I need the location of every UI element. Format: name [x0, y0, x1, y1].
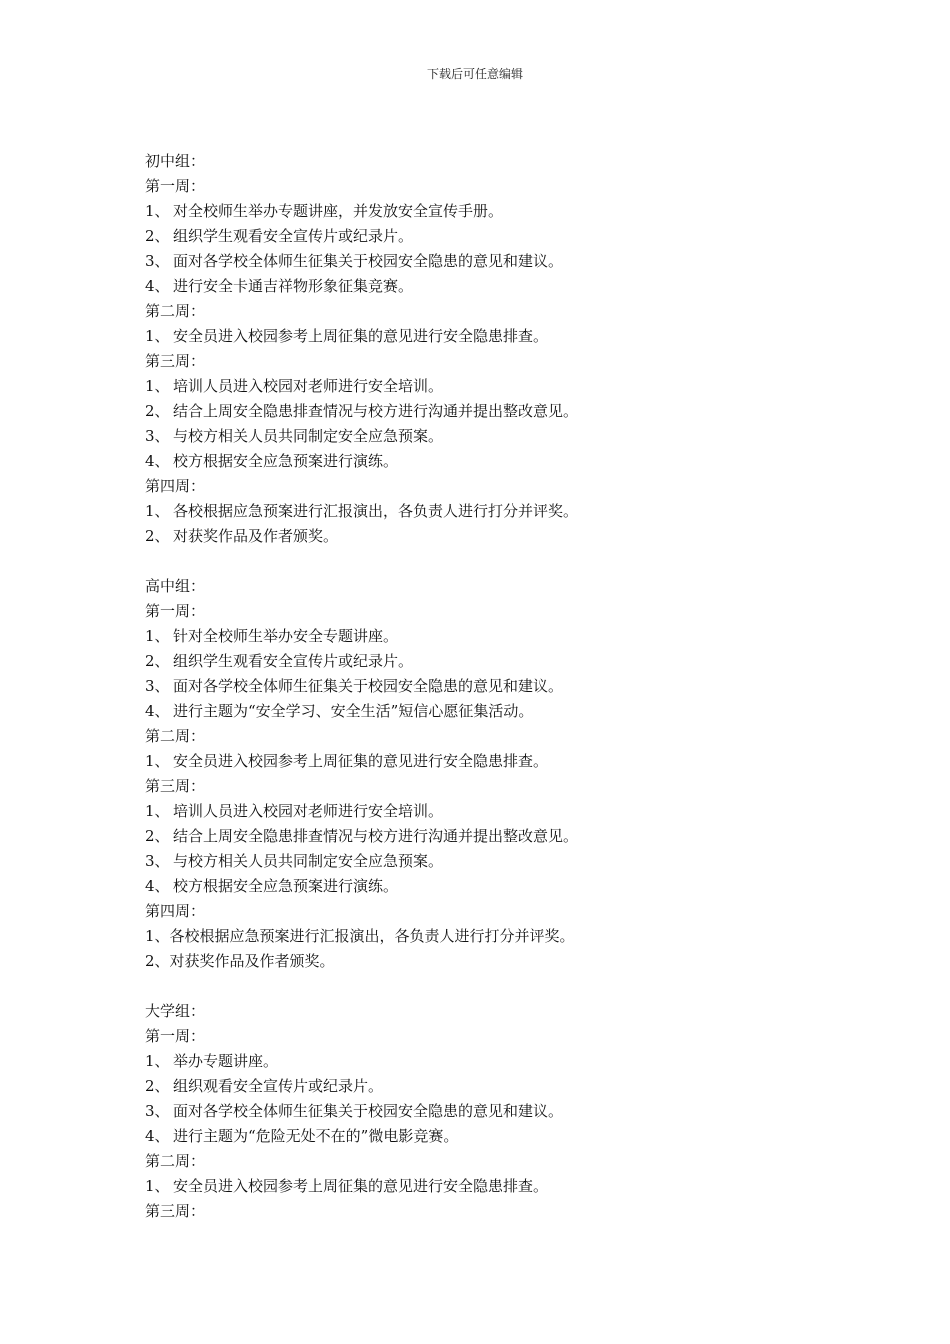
item-number: 3、 — [145, 1102, 170, 1120]
list-item — [145, 699, 845, 724]
item-number: 3、 — [145, 852, 170, 870]
list-item — [145, 649, 845, 674]
item-number: 1、 — [145, 627, 170, 645]
item-text: 与校方相关人员共同制定安全应急预案。 — [173, 427, 444, 445]
item-number: 4、 — [145, 277, 170, 295]
item-text: 面对各学校全体师生征集关于校园安全隐患的意见和建议。 — [173, 1102, 564, 1120]
item-text: 校方根据安全应急预案进行演练。 — [173, 877, 399, 895]
list-item — [145, 399, 845, 424]
item-text: 对获奖作品及作者颁奖。 — [169, 952, 335, 970]
item-number: 1、 — [145, 802, 170, 820]
week-heading: 第四周： — [145, 477, 206, 495]
list-item — [145, 1074, 845, 1099]
section-heading: 大学组： — [145, 1002, 206, 1020]
list-item — [145, 1124, 845, 1149]
item-number: 1、 — [145, 1177, 170, 1195]
section-spacer — [145, 974, 845, 999]
item-text: 结合上周安全隐患排查情况与校方进行沟通并提出整改意见。 — [173, 827, 579, 845]
item-text: 校方根据安全应急预案进行演练。 — [173, 452, 399, 470]
item-text: 面对各学校全体师生征集关于校园安全隐患的意见和建议。 — [173, 252, 564, 270]
item-text: 安全员进入校园参考上周征集的意见进行安全隐患排查。 — [173, 752, 549, 770]
list-item — [145, 799, 845, 824]
item-text: 进行安全卡通吉祥物形象征集竞赛。 — [173, 277, 414, 295]
item-number: 4、 — [145, 702, 170, 720]
list-item — [145, 1049, 845, 1074]
list-item — [145, 849, 845, 874]
week-heading: 第三周： — [145, 1202, 206, 1220]
item-number: 1、 — [145, 1052, 170, 1070]
list-item — [145, 924, 845, 949]
list-item — [145, 499, 845, 524]
section-heading: 初中组： — [145, 152, 206, 170]
item-number: 2、 — [145, 952, 170, 970]
item-text: 培训人员进入校园对老师进行安全培训。 — [173, 377, 444, 395]
item-text: 进行主题为“安全学习、安全生活”短信心愿征集活动。 — [173, 702, 534, 720]
week-heading: 第二周： — [145, 727, 206, 745]
section-spacer — [145, 549, 845, 574]
list-item — [145, 374, 845, 399]
item-text: 组织观看安全宣传片或纪录片。 — [173, 1077, 384, 1095]
item-text: 举办专题讲座。 — [173, 1052, 279, 1070]
list-item — [145, 274, 845, 299]
item-text: 与校方相关人员共同制定安全应急预案。 — [173, 852, 444, 870]
week-heading: 第一周： — [145, 177, 206, 195]
week-heading: 第一周： — [145, 602, 206, 620]
item-number: 3、 — [145, 427, 170, 445]
item-number: 1、 — [145, 377, 170, 395]
week-heading: 第三周： — [145, 777, 206, 795]
item-number: 1、 — [145, 927, 170, 945]
list-item — [145, 249, 845, 274]
item-text: 面对各学校全体师生征集关于校园安全隐患的意见和建议。 — [173, 677, 564, 695]
list-item — [145, 1174, 845, 1199]
list-item — [145, 1099, 845, 1124]
item-number: 2、 — [145, 652, 170, 670]
item-number: 3、 — [145, 677, 170, 695]
item-text: 组织学生观看安全宣传片或纪录片。 — [173, 652, 414, 670]
list-item — [145, 199, 845, 224]
item-text: 组织学生观看安全宣传片或纪录片。 — [173, 227, 414, 245]
week-heading: 第一周： — [145, 1027, 206, 1045]
document-body — [145, 149, 845, 1224]
item-text: 结合上周安全隐患排查情况与校方进行沟通并提出整改意见。 — [173, 402, 579, 420]
item-number: 2、 — [145, 1077, 170, 1095]
item-number: 4、 — [145, 452, 170, 470]
item-number: 2、 — [145, 402, 170, 420]
list-item — [145, 749, 845, 774]
item-text: 培训人员进入校园对老师进行安全培训。 — [173, 802, 444, 820]
item-number: 1、 — [145, 502, 170, 520]
item-number: 2、 — [145, 827, 170, 845]
list-item — [145, 524, 845, 549]
list-item — [145, 324, 845, 349]
item-text: 针对全校师生举办安全专题讲座。 — [173, 627, 399, 645]
list-item — [145, 824, 845, 849]
item-text: 进行主题为“危险无处不在的”微电影竞赛。 — [173, 1127, 459, 1145]
section-heading: 高中组： — [145, 577, 206, 595]
list-item — [145, 874, 845, 899]
list-item — [145, 674, 845, 699]
item-text: 各校根据应急预案进行汇报演出，各负责人进行打分并评奖。 — [169, 927, 575, 945]
item-text: 安全员进入校园参考上周征集的意见进行安全隐患排查。 — [173, 327, 549, 345]
list-item — [145, 424, 845, 449]
item-number: 1、 — [145, 327, 170, 345]
page-header: 下载后可任意编辑 — [426, 67, 523, 81]
item-text: 对获奖作品及作者颁奖。 — [173, 527, 339, 545]
item-text: 各校根据应急预案进行汇报演出，各负责人进行打分并评奖。 — [173, 502, 579, 520]
item-number: 1、 — [145, 202, 170, 220]
week-heading: 第二周： — [145, 302, 206, 320]
list-item — [145, 449, 845, 474]
item-number: 2、 — [145, 227, 170, 245]
item-number: 2、 — [145, 527, 170, 545]
week-heading: 第四周： — [145, 902, 206, 920]
item-number: 1、 — [145, 752, 170, 770]
list-item — [145, 224, 845, 249]
list-item — [145, 949, 845, 974]
week-heading: 第三周： — [145, 352, 206, 370]
item-number: 4、 — [145, 1127, 170, 1145]
week-heading: 第二周： — [145, 1152, 206, 1170]
item-number: 3、 — [145, 252, 170, 270]
list-item — [145, 624, 845, 649]
item-text: 对全校师生举办专题讲座，并发放安全宣传手册。 — [173, 202, 504, 220]
item-text: 安全员进入校园参考上周征集的意见进行安全隐患排查。 — [173, 1177, 549, 1195]
item-number: 4、 — [145, 877, 170, 895]
